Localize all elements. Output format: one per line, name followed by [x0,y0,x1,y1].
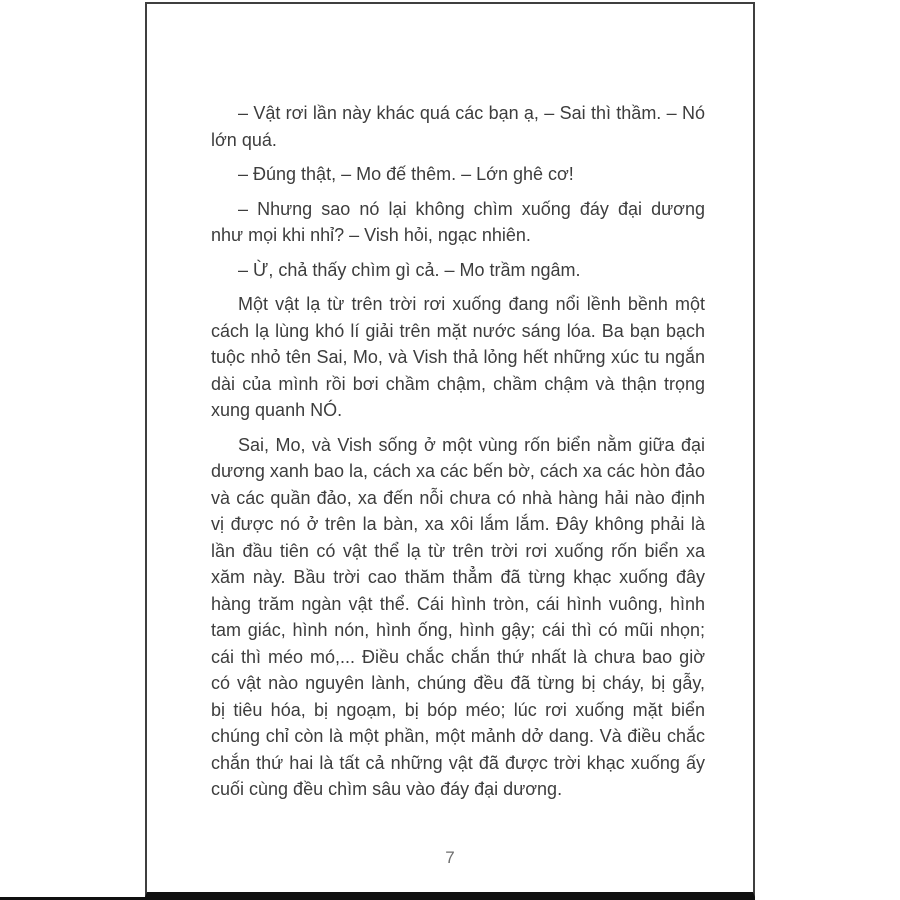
text-line: bị tiêu hóa, bị ngoạm, bị bóp méo; lúc rơi xuống mặt biển [211,699,705,720]
text-line: và các quần đảo, xa đến nỗi chưa có nhà hàng hải nào định [211,487,705,508]
paragraph [211,100,705,153]
text-line: xung quanh NÓ. [211,400,343,420]
text-line: – Ừ, chả thấy chìm gì cả. – Mo trầm ngâm. [238,259,581,280]
text-line: – Vật rơi lần này khác quá các bạn ạ, – Sai thì thầm. – Nó [238,103,705,123]
text-line: – Đúng thật, – Mo đế thêm. – Lớn ghê cơ! [238,164,574,184]
book-page [145,2,755,897]
paragraph [211,291,705,424]
text-line: Sai, Mo, và Vish sống ở một vùng rốn biển nằm giữa đại [238,434,705,455]
text-line: Một vật lạ từ trên trời rơi xuống đang nổi lềnh bềnh một [238,294,705,314]
text-line: chắn thứ hai là tất cả những vật đã được trời khạc xuống ấy [211,752,705,773]
text-line: cái thì méo mó,... Điều chắc chắn thứ nhất là chưa bao giờ [211,646,705,667]
text-line: cách lạ lùng khó lí giải trên mặt nước sáng lóa. Ba bạn bạch [211,320,705,341]
text-line: – Nhưng sao nó lại không chìm xuống đáy đại dương [238,198,705,219]
page-number: 7 [445,848,455,867]
text-line: lần đầu tiên có vật thể lạ từ trên trời rơi xuống rốn biển xa [211,540,705,561]
text-line: lớn quá. [211,129,277,150]
text-line: tam giác, hình nón, hình ống, hình gậy; cái thì có mũi nhọn; [211,620,705,640]
text-line: có vật nào nguyên lành, chúng đều đã từng bị cháy, bị gẫy, [211,673,705,693]
paragraph [211,161,705,188]
text-line: như mọi khi nhỉ? – Vish hỏi, ngạc nhiên. [211,225,531,245]
page-text [211,100,705,811]
text-line: cuối cùng đều chìm sâu vào đáy đại dương. [211,779,563,799]
paragraph [211,432,705,803]
text-line: dài của mình rồi bơi chầm chậm, chầm chậm và thận trọng [211,373,705,394]
text-line: xăm này. Bầu trời cao thăm thẳm đã từng khạc xuống đây [211,567,705,587]
text-line: dương xanh bao la, cách xa các bến bờ, cách xa các hòn đảo [211,461,705,481]
paragraph [211,257,705,284]
text-line: tuộc nhỏ tên Sai, Mo, và Vish thả lỏng hết những xúc tu ngắn [211,347,705,367]
text-line: chúng chỉ còn là một phần, một mảnh dở dang. Và điều chắc [211,726,705,746]
text-line: hàng trăm ngàn vật thể. Cái hình tròn, cái hình vuông, hình [211,593,705,614]
text-line: vị được nó ở trên la bàn, xa xôi lắm lắm. Đây không phải là [211,514,705,534]
paragraph [211,196,705,249]
